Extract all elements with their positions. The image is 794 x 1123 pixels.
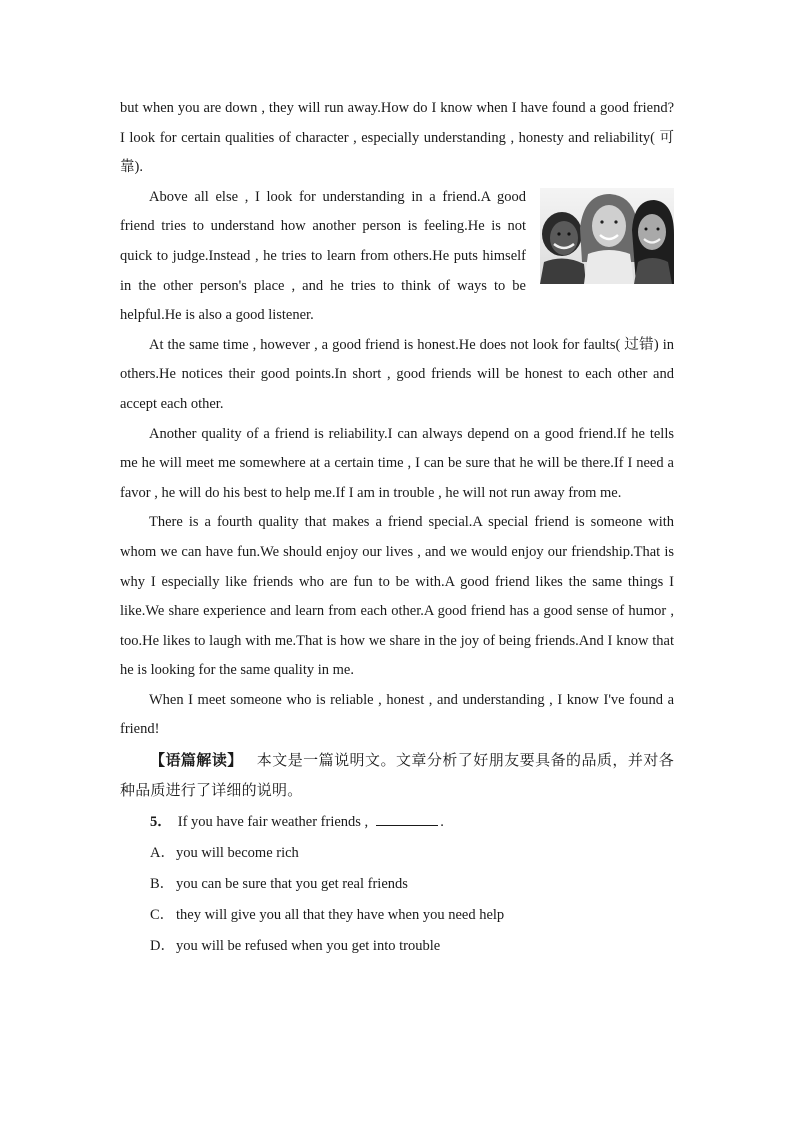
question-stem <box>150 807 674 838</box>
paragraph-fun: There is a fourth quality that makes a friend special.A special friend is someone with whom we can have fun.We should enjoy our lives , and we would enjoy our friendship.That is why I especially like friends who are fun to be with.A good friend likes the same things I like.We share experience and learn from each other.A good friend has a good sense of humor , too.He likes to laugh with me.That is how we share in the joy of being friends.And I know that he is looking for the same quality in me. <box>120 514 674 679</box>
friends-photo <box>540 188 674 284</box>
option-text: you will become rich <box>176 845 299 862</box>
option-text: they will give you all that they have when you need help <box>176 907 505 924</box>
question-stem-end: . <box>440 814 444 831</box>
paragraph-honesty: At the same time , however , a good friend is honest.He does not look for faults( 过错) in others.He notices their good points.In short , good friends will be honest to each other and accept each other. <box>120 336 674 412</box>
option-a <box>150 838 674 869</box>
analysis-label: 【语篇解读】 <box>150 751 243 770</box>
analysis-text: 本文是一篇说明文。文章分析了好朋友要具备的品质，并对各种品质进行了详细的说明。 <box>120 751 675 799</box>
paragraph-conclusion: When I meet someone who is reliable , honest , and understanding , I know I've found a friend! <box>120 691 674 738</box>
article-body <box>120 94 674 962</box>
discourse-analysis <box>120 746 674 805</box>
option-d <box>150 931 674 962</box>
answer-blank <box>376 811 438 826</box>
paragraph-reliability: Another quality of a friend is reliability.I can always depend on a good friend.If he tells me he will meet me somewhere at a certain time , I can be sure that he will be there.If I need a favor , he will do his best to help me.If I am in trouble , he will not run away from me. <box>120 425 674 501</box>
option-text: you will be refused when you get into trouble <box>176 938 441 955</box>
option-c <box>150 900 674 931</box>
question-stem-text: If you have fair weather friends , <box>177 814 369 831</box>
option-letter: D． <box>150 938 175 955</box>
option-text: you can be sure that you get real friends <box>176 876 408 893</box>
option-letter: B． <box>150 876 175 893</box>
paragraph-understanding: Above all else , I look for understanding in a friend.A good friend tries to understand how another person is feeling.He is not quick to judge.Instead , he tries to learn from others.He puts himself in the other person's place , and he tries to think of ways to be helpful.He is also a good listener. <box>120 188 526 324</box>
three-smiling-women-photo-icon <box>540 188 674 284</box>
option-letter: A． <box>150 845 175 862</box>
option-letter: C． <box>150 907 175 924</box>
paragraph-intro: but when you are down , they will run away.How do I know when I have found a good friend? I look for certain qualities of character , especially understanding , honesty and reliability( 可靠). <box>120 100 674 176</box>
question-5 <box>120 807 674 962</box>
question-number: 5． <box>150 814 172 831</box>
option-b <box>150 869 674 900</box>
